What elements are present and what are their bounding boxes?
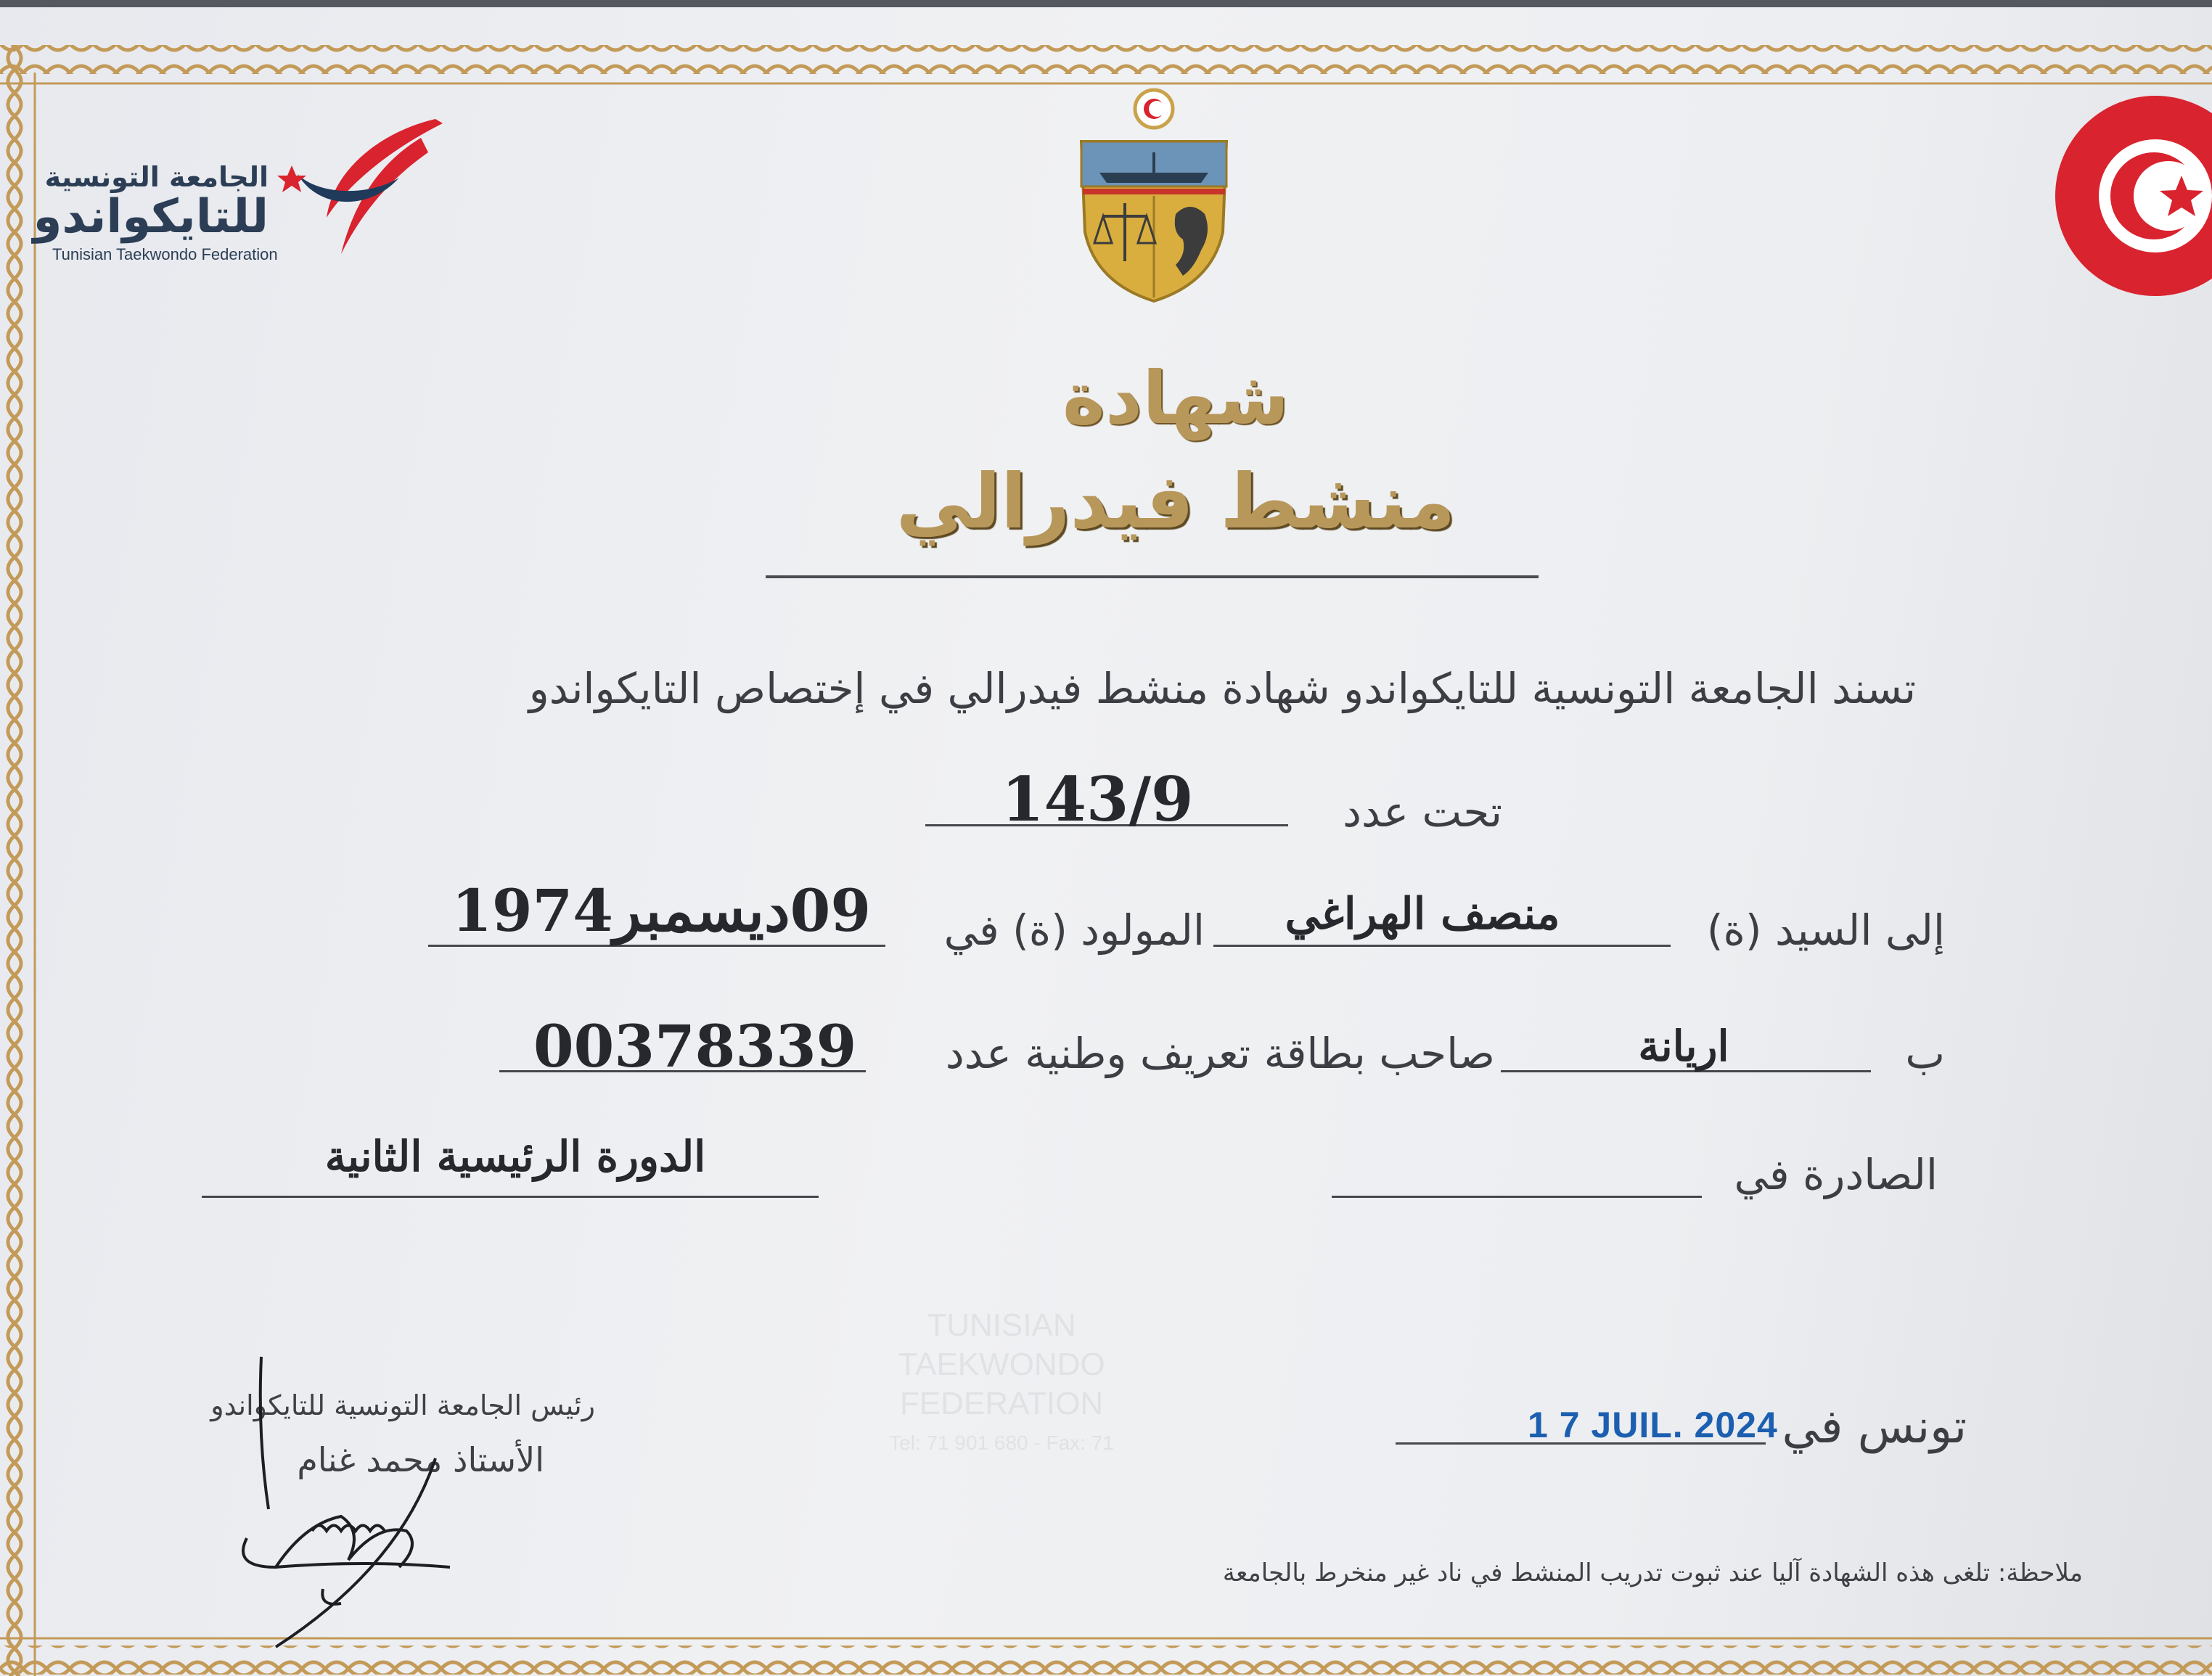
number-value: 143/9 <box>1001 763 1194 835</box>
federation-logo-icon <box>276 109 457 261</box>
tunisian-flag-icon <box>2054 94 2212 297</box>
title-underline <box>766 575 1539 578</box>
statement-text: تسند الجامعة التونسية للتايكواندو شهادة منشط فيدرالي في إختصاص التايكواندو <box>528 664 1916 713</box>
date-stamp: 1 7 JUIL. 2024 <box>1528 1405 1778 1445</box>
id-label: صاحب بطاقة تعريف وطنية عدد <box>945 1029 1495 1078</box>
handwritten-signature <box>218 1350 493 1654</box>
number-label: تحت عدد <box>1343 787 1502 837</box>
certificate-subtitle: منشط فيدرالي <box>896 457 1456 546</box>
certificate-title: شهادة <box>1062 356 1290 440</box>
federation-name-english: Tunisian Taekwondo Federation <box>52 245 278 263</box>
born-label: المولود (ة) في <box>943 905 1205 955</box>
place-label: ب <box>1905 1029 1945 1078</box>
date-label: تونس في <box>1782 1400 1967 1454</box>
issued-underline <box>1332 1196 1702 1198</box>
faint-stamp-watermark: TUNISIAN TAEKWONDO FEDERATION Tel: 71 901 680 - Fax: 71 <box>889 1307 1114 1454</box>
president-title: رئيس الجامعة التونسية للتايكواندو <box>210 1389 595 1421</box>
federation-name-line1: الجامعة التونسية <box>44 161 269 193</box>
born-underline <box>428 945 885 947</box>
place-value: اريانة <box>1638 1022 1729 1071</box>
recipient-value: منصف الهراغي <box>1285 889 1560 940</box>
coat-of-arms-icon <box>1067 87 1241 305</box>
recipient-label: إلى السيد (ة) <box>1706 905 1945 955</box>
issued-value-underline <box>202 1196 819 1198</box>
recipient-underline <box>1213 945 1671 947</box>
born-value: 09ديسمبر1974 <box>451 876 871 945</box>
id-value: 00378339 <box>533 1012 857 1080</box>
issued-value: الدورة الرئيسية الثانية <box>324 1132 706 1181</box>
president-name: الأستاذ محمد غنام <box>297 1440 544 1479</box>
federation-name-line2: للتايكواندو <box>33 190 269 244</box>
issued-label: الصادرة في <box>1734 1150 1938 1199</box>
footer-note: ملاحظة: تلغى هذه الشهادة آليا عند ثبوت تدريب المنشط في ناد غير منخرط بالجامعة <box>1222 1558 2083 1587</box>
